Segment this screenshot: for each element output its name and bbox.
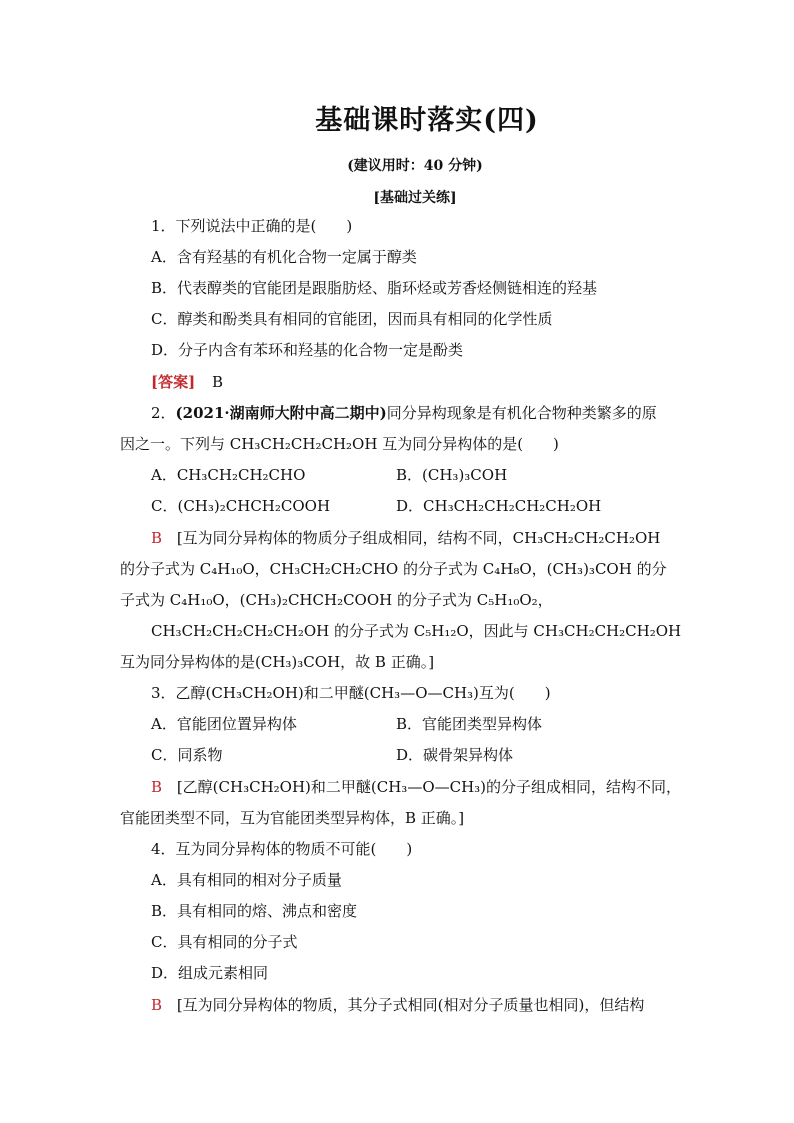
q4-option-b: B．具有相同的熔、沸点和密度 bbox=[151, 902, 358, 920]
q3-explanation-2: 官能团类型不同，互为官能团类型异构体，B 正确。] bbox=[120, 809, 465, 827]
q2-option-a: A．CH₃CH₂CH₂CHO bbox=[151, 466, 306, 484]
q2-explanation-1 bbox=[151, 528, 660, 548]
q1-stem: 1．下列说法中正确的是( ) bbox=[151, 217, 353, 235]
q2-number: 2． bbox=[151, 404, 176, 422]
q3-option-d: D．碳骨架异构体 bbox=[396, 746, 514, 764]
q1-answer-line bbox=[151, 372, 223, 392]
answer-tag: [答案] bbox=[151, 373, 196, 391]
q4-option-c: C．具有相同的分子式 bbox=[151, 933, 298, 951]
q2-stem-line2: 因之一。下列与 CH₃CH₂CH₂CH₂OH 互为同分异构体的是( ) bbox=[120, 435, 559, 453]
q1-answer: B bbox=[211, 373, 224, 391]
q1-option-c: C．醇类和酚类具有相同的官能团，因而具有相同的化学性质 bbox=[151, 310, 553, 328]
q3-answer: B bbox=[151, 778, 163, 796]
q2-option-b: B．(CH₃)₃COH bbox=[396, 466, 508, 484]
q2-answer: B bbox=[151, 529, 163, 547]
q2-explanation-3: 子式为 C₄H₁₀O，(CH₃)₂CHCH₂COOH 的分子式为 C₅H₁₀O₂， bbox=[120, 591, 553, 609]
q4-explanation-1 bbox=[151, 995, 644, 1015]
page-title: 基础课时落实(四) bbox=[315, 105, 539, 136]
q2-source: (2021·湖南师大附中高二期中) bbox=[175, 404, 387, 422]
q4-option-d: D．组成元素相同 bbox=[151, 964, 269, 982]
q2-option-d: D．CH₃CH₂CH₂CH₂CH₂OH bbox=[396, 497, 602, 515]
q1-option-d: D．分子内含有苯环和羟基的化合物一定是酚类 bbox=[151, 341, 464, 359]
q3-explanation-1 bbox=[151, 777, 681, 797]
q4-explanation-text: [互为同分异构体的物质，其分子式相同(相对分子质量也相同)，但结构 bbox=[176, 996, 645, 1014]
section-heading: [基础过关练] bbox=[373, 190, 457, 206]
q4-option-a: A．具有相同的相对分子质量 bbox=[151, 871, 342, 889]
q4-answer: B bbox=[151, 996, 163, 1014]
q2-explanation-2: 的分子式为 C₄H₁₀O，CH₃CH₂CH₂CHO 的分子式为 C₄H₈O，(CH₃)₃COH 的分 bbox=[120, 560, 667, 578]
q3-explanation-text: [乙醇(CH₃CH₂OH)和二甲醚(CH₃—O—CH₃)的分子组成相同，结构不同， bbox=[176, 778, 682, 796]
q1-option-a: A．含有羟基的有机化合物一定属于醇类 bbox=[151, 248, 417, 266]
q2-explanation-5: 互为同分异构体的是(CH₃)₃COH，故 B 正确。] bbox=[120, 653, 435, 671]
q2-stem bbox=[151, 403, 657, 423]
q2-stem-text: 同分异构现象是有机化合物种类繁多的原 bbox=[386, 404, 657, 422]
q3-option-a: A．官能团位置异构体 bbox=[151, 715, 297, 733]
q2-explanation-text: [互为同分异构体的物质分子组成相同，结构不同，CH₃CH₂CH₂CH₂OH bbox=[176, 529, 661, 547]
q3-option-b: B．官能团类型异构体 bbox=[396, 715, 543, 733]
q2-explanation-4: CH₃CH₂CH₂CH₂CH₂OH 的分子式为 C₅H₁₂O，因此与 CH₃CH₂CH₂CH₂OH bbox=[151, 622, 682, 640]
q3-stem: 3．乙醇(CH₃CH₂OH)和二甲醚(CH₃—O—CH₃)互为( ) bbox=[151, 684, 551, 702]
q4-stem: 4．互为同分异构体的物质不可能( ) bbox=[151, 840, 413, 858]
q1-option-b: B．代表醇类的官能团是跟脂肪烃、脂环烃或芳香烃侧链相连的羟基 bbox=[151, 279, 598, 297]
q3-option-c: C．同系物 bbox=[151, 746, 223, 764]
time-suggestion: (建议用时：40 分钟) bbox=[347, 158, 483, 174]
q2-option-c: C．(CH₃)₂CHCH₂COOH bbox=[151, 497, 331, 515]
